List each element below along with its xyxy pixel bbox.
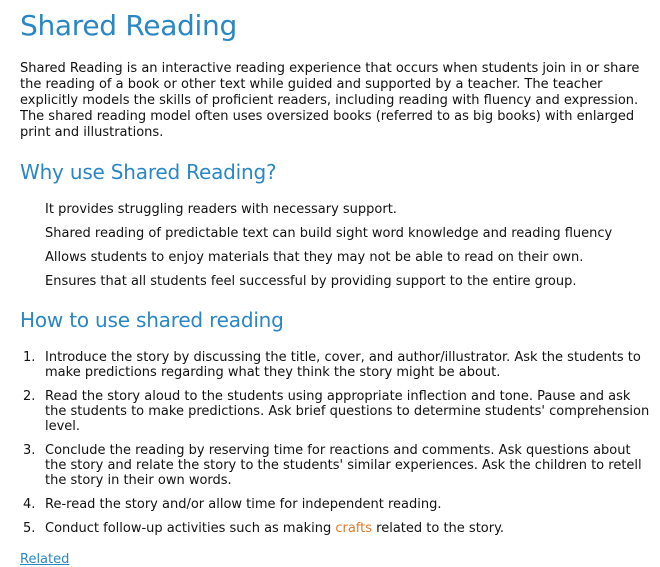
list-item (20, 389, 650, 434)
list-item (20, 443, 650, 488)
steps-list (20, 350, 650, 545)
list-item: Shared reading of predictable text can build sight word knowledge and reading fluency (45, 226, 613, 241)
list-item (20, 521, 650, 536)
page-title: Shared Reading (20, 9, 237, 42)
step-text-after: related to the story. (372, 521, 505, 536)
list-item: It provides struggling readers with necessary support. (45, 202, 397, 217)
reasons-list (45, 202, 655, 298)
how-heading: How to use shared reading (20, 308, 284, 332)
step-text: Conclude the reading by reserving time for reactions and comments. Ask questions about the story and relate the story to the students' similar experiences. Ask the children to retell the story in their own words. (45, 443, 642, 488)
intro-paragraph: Shared Reading is an interactive reading experience that occurs when students join in or share the reading of a book or other text while guided and supported by a teacher. The teacher explicitly models the skills of proficient readers, including reading with fluency and expression. The shared reading model often uses oversized books (referred to as big books) with enlarged print and illustrations. (20, 61, 640, 140)
related-link[interactable]: Related (20, 552, 70, 567)
list-item (20, 497, 650, 512)
step-number: 2. (23, 389, 36, 404)
step-number: 1. (23, 350, 36, 365)
crafts-link[interactable]: crafts (335, 521, 373, 536)
list-item: Ensures that all students feel successful by providing support to the entire group. (45, 274, 577, 289)
step-text: Re-read the story and/or allow time for independent reading. (45, 497, 442, 512)
list-item: Allows students to enjoy materials that they may not be able to read on their own. (45, 250, 584, 265)
list-item (20, 350, 650, 380)
step-number: 4. (23, 497, 36, 512)
step-number: 3. (23, 443, 36, 458)
step-text: Introduce the story by discussing the title, cover, and author/illustrator. Ask the students to make predictions regarding what they think the story might be about. (45, 350, 641, 380)
step-text-before: Conduct follow-up activities such as making (45, 521, 336, 536)
step-number: 5. (23, 521, 36, 536)
why-heading: Why use Shared Reading? (20, 160, 277, 184)
step-text: Read the story aloud to the students using appropriate inflection and tone. Pause and ask the students to make predictions. Ask brief questions to determine students' comprehension level. (45, 389, 650, 434)
